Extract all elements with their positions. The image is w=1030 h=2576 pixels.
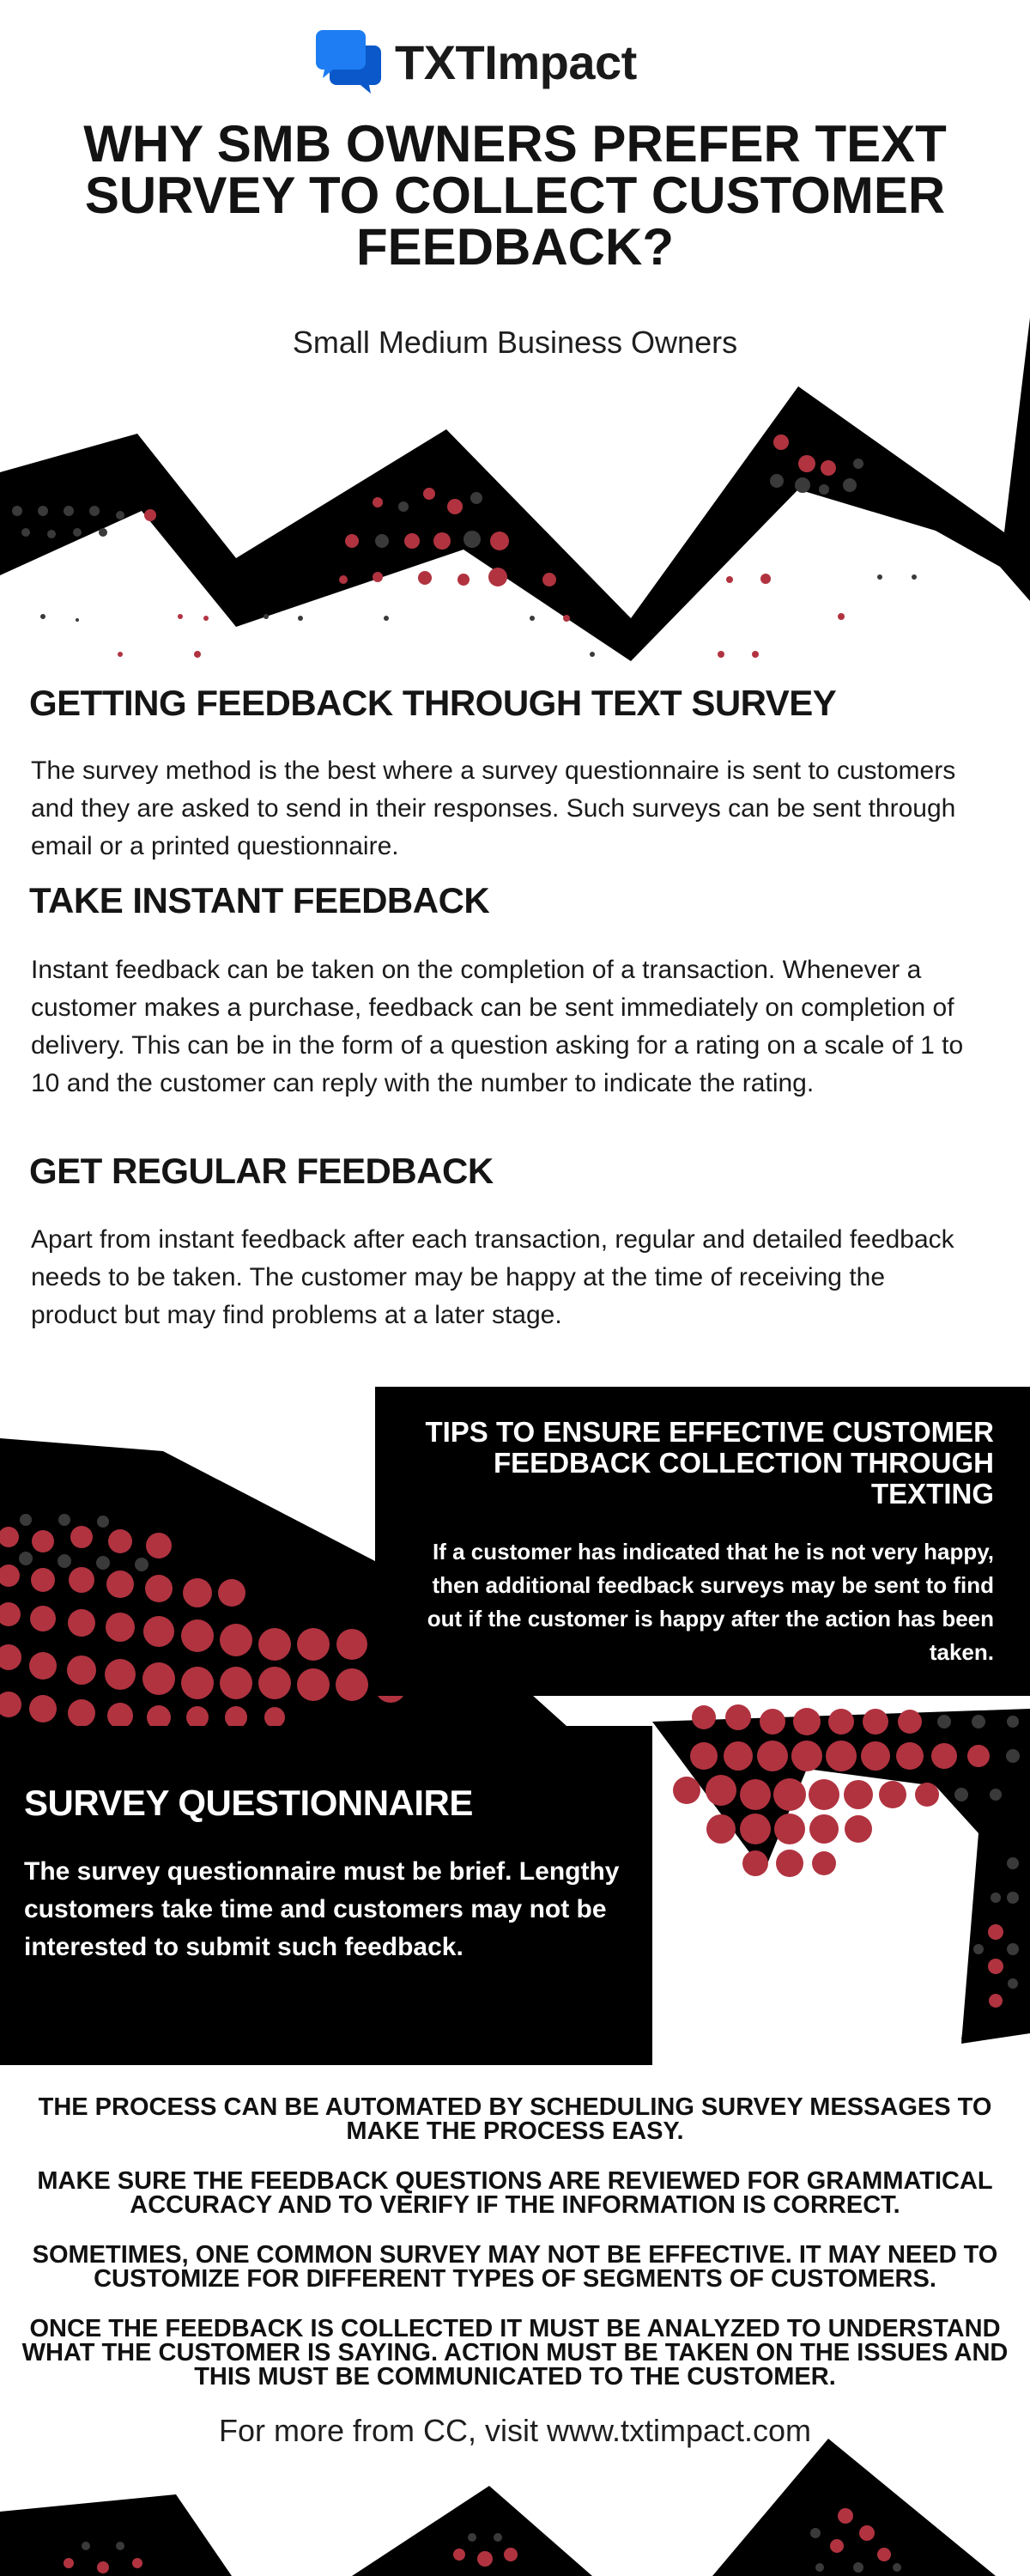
top-zigzag-decoration — [0, 0, 1030, 687]
section-heading-regular-feedback: GET REGULAR FEEDBACK — [29, 1151, 494, 1191]
bottom-zigzag-decoration — [0, 2439, 1030, 2576]
survey-body: The survey questionnaire must be brief. Lengthy customers take time and customers may not be interested to submit such feedback. — [24, 1857, 620, 1961]
section-body-regular-feedback: Apart from instant feedback after each transaction, regular and detailed feedback needs to be taken. The customer may be happy at the time of receiving the product but may find problems at a later stage. — [31, 1225, 954, 1329]
section-body-text-survey: The survey method is the best where a survey questionnaire is sent to customers and they are asked to send in their responses. Such surveys can be sent through email or a printed questionnaire. — [31, 756, 956, 860]
point-grammar-review: MAKE SURE THE FEEDBACK QUESTIONS ARE REVIEWED FOR GRAMMATICAL ACCURACY AND TO VERIFY IF THE INFORMATION IS CORRECT. — [37, 2167, 993, 2219]
point-analyze: ONCE THE FEEDBACK IS COLLECTED IT MUST BE ANALYZED TO UNDERSTAND WHAT THE CUSTOMER IS SAYING. ACTION MUST BE TAKEN ON THE ISSUES AND THIS MUST BE COMMUNICATED TO THE CUSTOMER. — [21, 2315, 1009, 2391]
section-heading-text-survey: GETTING FEEDBACK THROUGH TEXT SURVEY — [29, 683, 837, 723]
brand-name: TXTImpact — [395, 34, 637, 89]
tips-heading: TIPS TO ENSURE EFFECTIVE CUSTOMER FEEDBACK COLLECTION THROUGH TEXTING — [425, 1416, 994, 1510]
page-subtitle: Small Medium Business Owners — [292, 325, 738, 360]
section-heading-instant-feedback: TAKE INSTANT FEEDBACK — [29, 880, 490, 920]
footer-link-text[interactable]: For more from CC, visit www.txtimpact.com — [218, 2413, 812, 2448]
point-automation: THE PROCESS CAN BE AUTOMATED BY SCHEDULING SURVEY MESSAGES TO MAKE THE PROCESS EASY. — [38, 2093, 992, 2145]
survey-heading: SURVEY QUESTIONNAIRE — [24, 1783, 473, 1823]
point-customize: SOMETIMES, ONE COMMON SURVEY MAY NOT BE EFFECTIVE. IT MAY NEED TO CUSTOMIZE FOR DIFFERENT TYPES OF SEGMENTS OF CUSTOMERS. — [32, 2241, 998, 2293]
tips-body: If a customer has indicated that he is not very happy, then additional feedback surveys may be sent to find out if the customer is happy after the action has been taken. — [427, 1539, 994, 1665]
section-body-instant-feedback: Instant feedback can be taken on the completion of a transaction. Whenever a customer makes a purchase, feedback can be sent immediately on completion of delivery. This can be in the form of a question asking for a rating on a scale of 1 to 10 and the customer can reply with the number to indicate the rating. — [31, 956, 964, 1097]
page-title: WHY SMB OWNERS PREFER TEXT SURVEY TO COLLECT CUSTOMER FEEDBACK? — [83, 115, 947, 276]
